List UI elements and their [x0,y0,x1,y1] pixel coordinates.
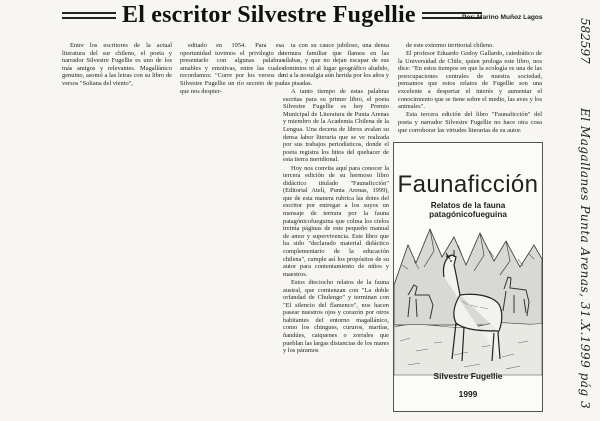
book-cover-image [393,142,543,412]
article-paragraph: Hoy nos convita aquí para conocer la tercera edición de su hermoso libro didáctico titulado "Faunaficción" (Editorial Atelí, Punta Arenas, 1999), que de esta manera rubrica las dotes del escritor por entregar a los suyos un mensaje de ternura por la fauna patagónicofueguina que colma los cielos treinta páginas de este pequeño manual de amor y supervivencia. Este libro que ha sido "declarado material didáctico complementario de la educación chilena", cumple así los propósitos de su autor para contentamiento de niños y maestros. [283,164,389,278]
article-column-3 [283,42,389,421]
article-paragraph: Entre los escritores de la actual literatura del sur chileno, el poeta y narrador Silvestre Fugellie es uno de los más amigos y relevantes. Magallánico genuino, asomó a las letras con su libro de versos "Soliana del viento", [62,42,172,87]
article-paragraph: El profesor Eduardo Godoy Gallardo, catedrático de la Universidad de Chile, quien prologa este libro, nos dice: "En estos tiempos en que la ecología es una de las preocupaciones centrales de nuestra sociedad, pensamos que estos relatos de Fugellie son una excelente a despertar el interés y aumentar el conocimiento que se tiene sobre el medio, las aves y los animales". [398,50,542,111]
article-paragraph: editado en 1954. Para esa oportunidad tuvimos el privilegio de presentarlo con algunas palabras amables y emotivas, entre las cuales recordamos: "Corre por los versos de Silvestre Fugellie un río secreto de paz que nos despier- [180,42,284,95]
article-column-4 [398,42,542,138]
handwritten-clipping-code: 582597 [578,18,592,64]
article-paragraph: ta con su cauce jubiloso, una densa ternura familiar que flamea en las sílabas, y que no dejan escapar de sus dominios ni al lugar geográfico aludido, ni a la nostalgia aún herida por los años y las pisadas. [283,42,389,87]
article-title: El escritor Silvestre Fugellie [116,2,422,29]
article-column-2 [180,42,284,95]
article-paragraph: A tanto tiempo de estas palabras escritas para su primer libro, el poeta Silvestre Fugellie es hoy Premio Municipal de Literatura de Punta Arenas y miembro de la Academia Chilena de la Lengua. Una decena de libros avalan su densa labor literaria que se ve realzada por sus trabajos periodísticos, donde el poeta registra los hitos del quehacer de esta tierra meridional. [283,88,389,164]
cover-year: 1999 [458,389,478,399]
article-paragraph: Esta tercera edición del libro "Faunaficción" del poeta y narrador Silvestre Fugellie no hace otra cosa que corroborar las virtudes literarias de su autor. [398,111,542,134]
article-paragraph: de este extremo territorial chileno. [406,42,494,49]
cover-subtitle: Relatos de la fauna patagónicofueguina [429,201,507,219]
article-paragraph: Estos dieciocho relatos de la fauna austral, que comienzan con "La doble orfandad de Chulengo" y terminan con "El silencio del flamenco", nos hacen pasear nuestros ojos y corazón por otros habitantes del entorno magallánico, como los chingues, cururos, martías, ñandúes, caiquenes o zorrales que pueblan las largas distancias de los mares y los páramos [283,278,390,355]
article-byline: Por: Marino Muñoz Lagos [462,14,543,21]
guanaco-illustration [394,215,542,375]
handwritten-source-note: El Magallanes Punta Arenas, 31.X.1999 pág 3 [578,108,592,410]
article-column-1 [62,42,172,87]
cover-title: Faunaficción [397,171,539,198]
cover-author: Silvestre Fugellie [433,371,503,381]
